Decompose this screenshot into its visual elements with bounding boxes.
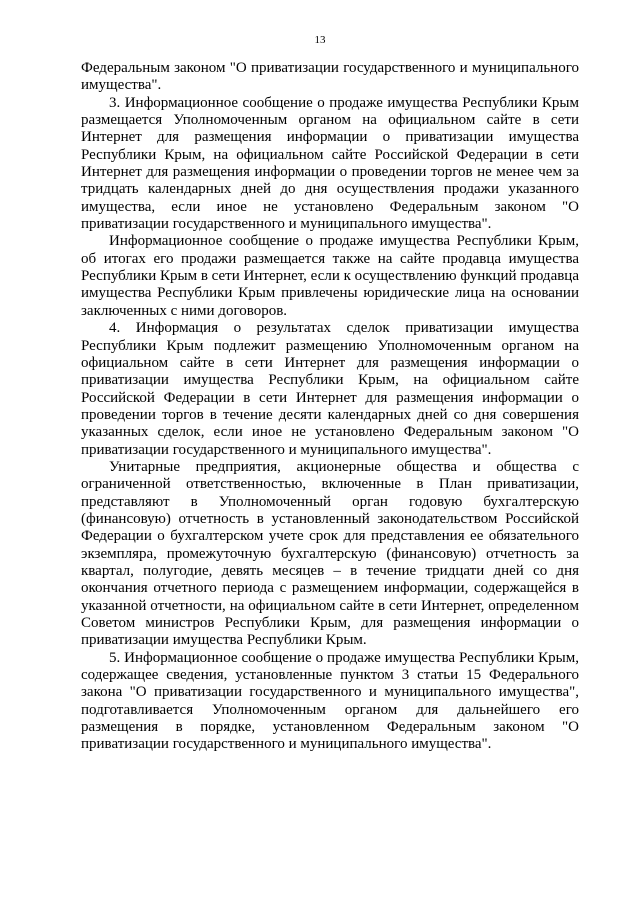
paragraph-unitary-enterprises: Унитарные предприятия, акционерные общества и общества с ограниченной ответственностью, включенные в План приватизации, представляют в Уполномоченный орган годовую бухгалтерскую (финансовую) отчетность в установленный законодательством Российской Федерации о бухгалтерском учете срок для представления ее обязательного экземпляра, промежуточную бухгалтерскую (финансовую) отчетность за квартал, полугодие, девять месяцев – в течение тридцати дней со дня окончания отчетного периода с размещением информации, содержащейся в указанной отчетности, на официальном сайте в сети Интернет, определенном Советом министров Республики Крым, для размещения информации о приватизации имущества Республики Крым. <box>81 458 579 649</box>
paragraph-item-5: 5. Информационное сообщение о продаже имущества Республики Крым, содержащее сведения, установленные пунктом 3 статьи 15 Федерального закона "О приватизации государственного и муниципального имущества", подготавливается Уполномоченным органом для дальнейшего его размещения в порядке, установленном Федеральным законом "О приватизации государственного и муниципального имущества". <box>81 649 579 753</box>
paragraph-continuation: Федеральным законом "О приватизации государственного и муниципального имущества". <box>81 60 579 94</box>
paragraph-item-3: 3. Информационное сообщение о продаже имущества Республики Крым размещается Уполномоченным органом на официальном сайте в сети Интернет для размещения информации о приватизации имущества Республики Крым, на официальном сайте Российской Федерации в сети Интернет для размещения информации о проведении торгов не менее чем за тридцать календарных дней до дня осуществления продажи указанного имущества, если иное не установлено Федеральным законом "О приватизации государственного и муниципального имущества". <box>81 94 579 233</box>
page-number: 13 <box>314 34 326 46</box>
paragraph-seller-website: Информационное сообщение о продаже имущества Республики Крым, об итогах его продажи размещается также на сайте продавца имущества Республики Крым в сети Интернет, если к осуществлению функций продавца имущества Республики Крым привлечены юридические лица на основании заключенных с ними договоров. <box>81 233 579 319</box>
paragraph-item-4: 4. Информация о результатах сделок приватизации имущества Республики Крым подлежит размещению Уполномоченным органом на официальном сайте в сети Интернет для размещения информации о приватизации имущества Республики Крым, на официальном сайте Российской Федерации в сети Интернет для размещения информации о проведении торгов в течение десяти календарных дней со дня совершения указанных сделок, если иное не установлено Федеральным законом "О приватизации государственного и муниципального имущества". <box>81 320 579 458</box>
document-body <box>81 60 579 754</box>
